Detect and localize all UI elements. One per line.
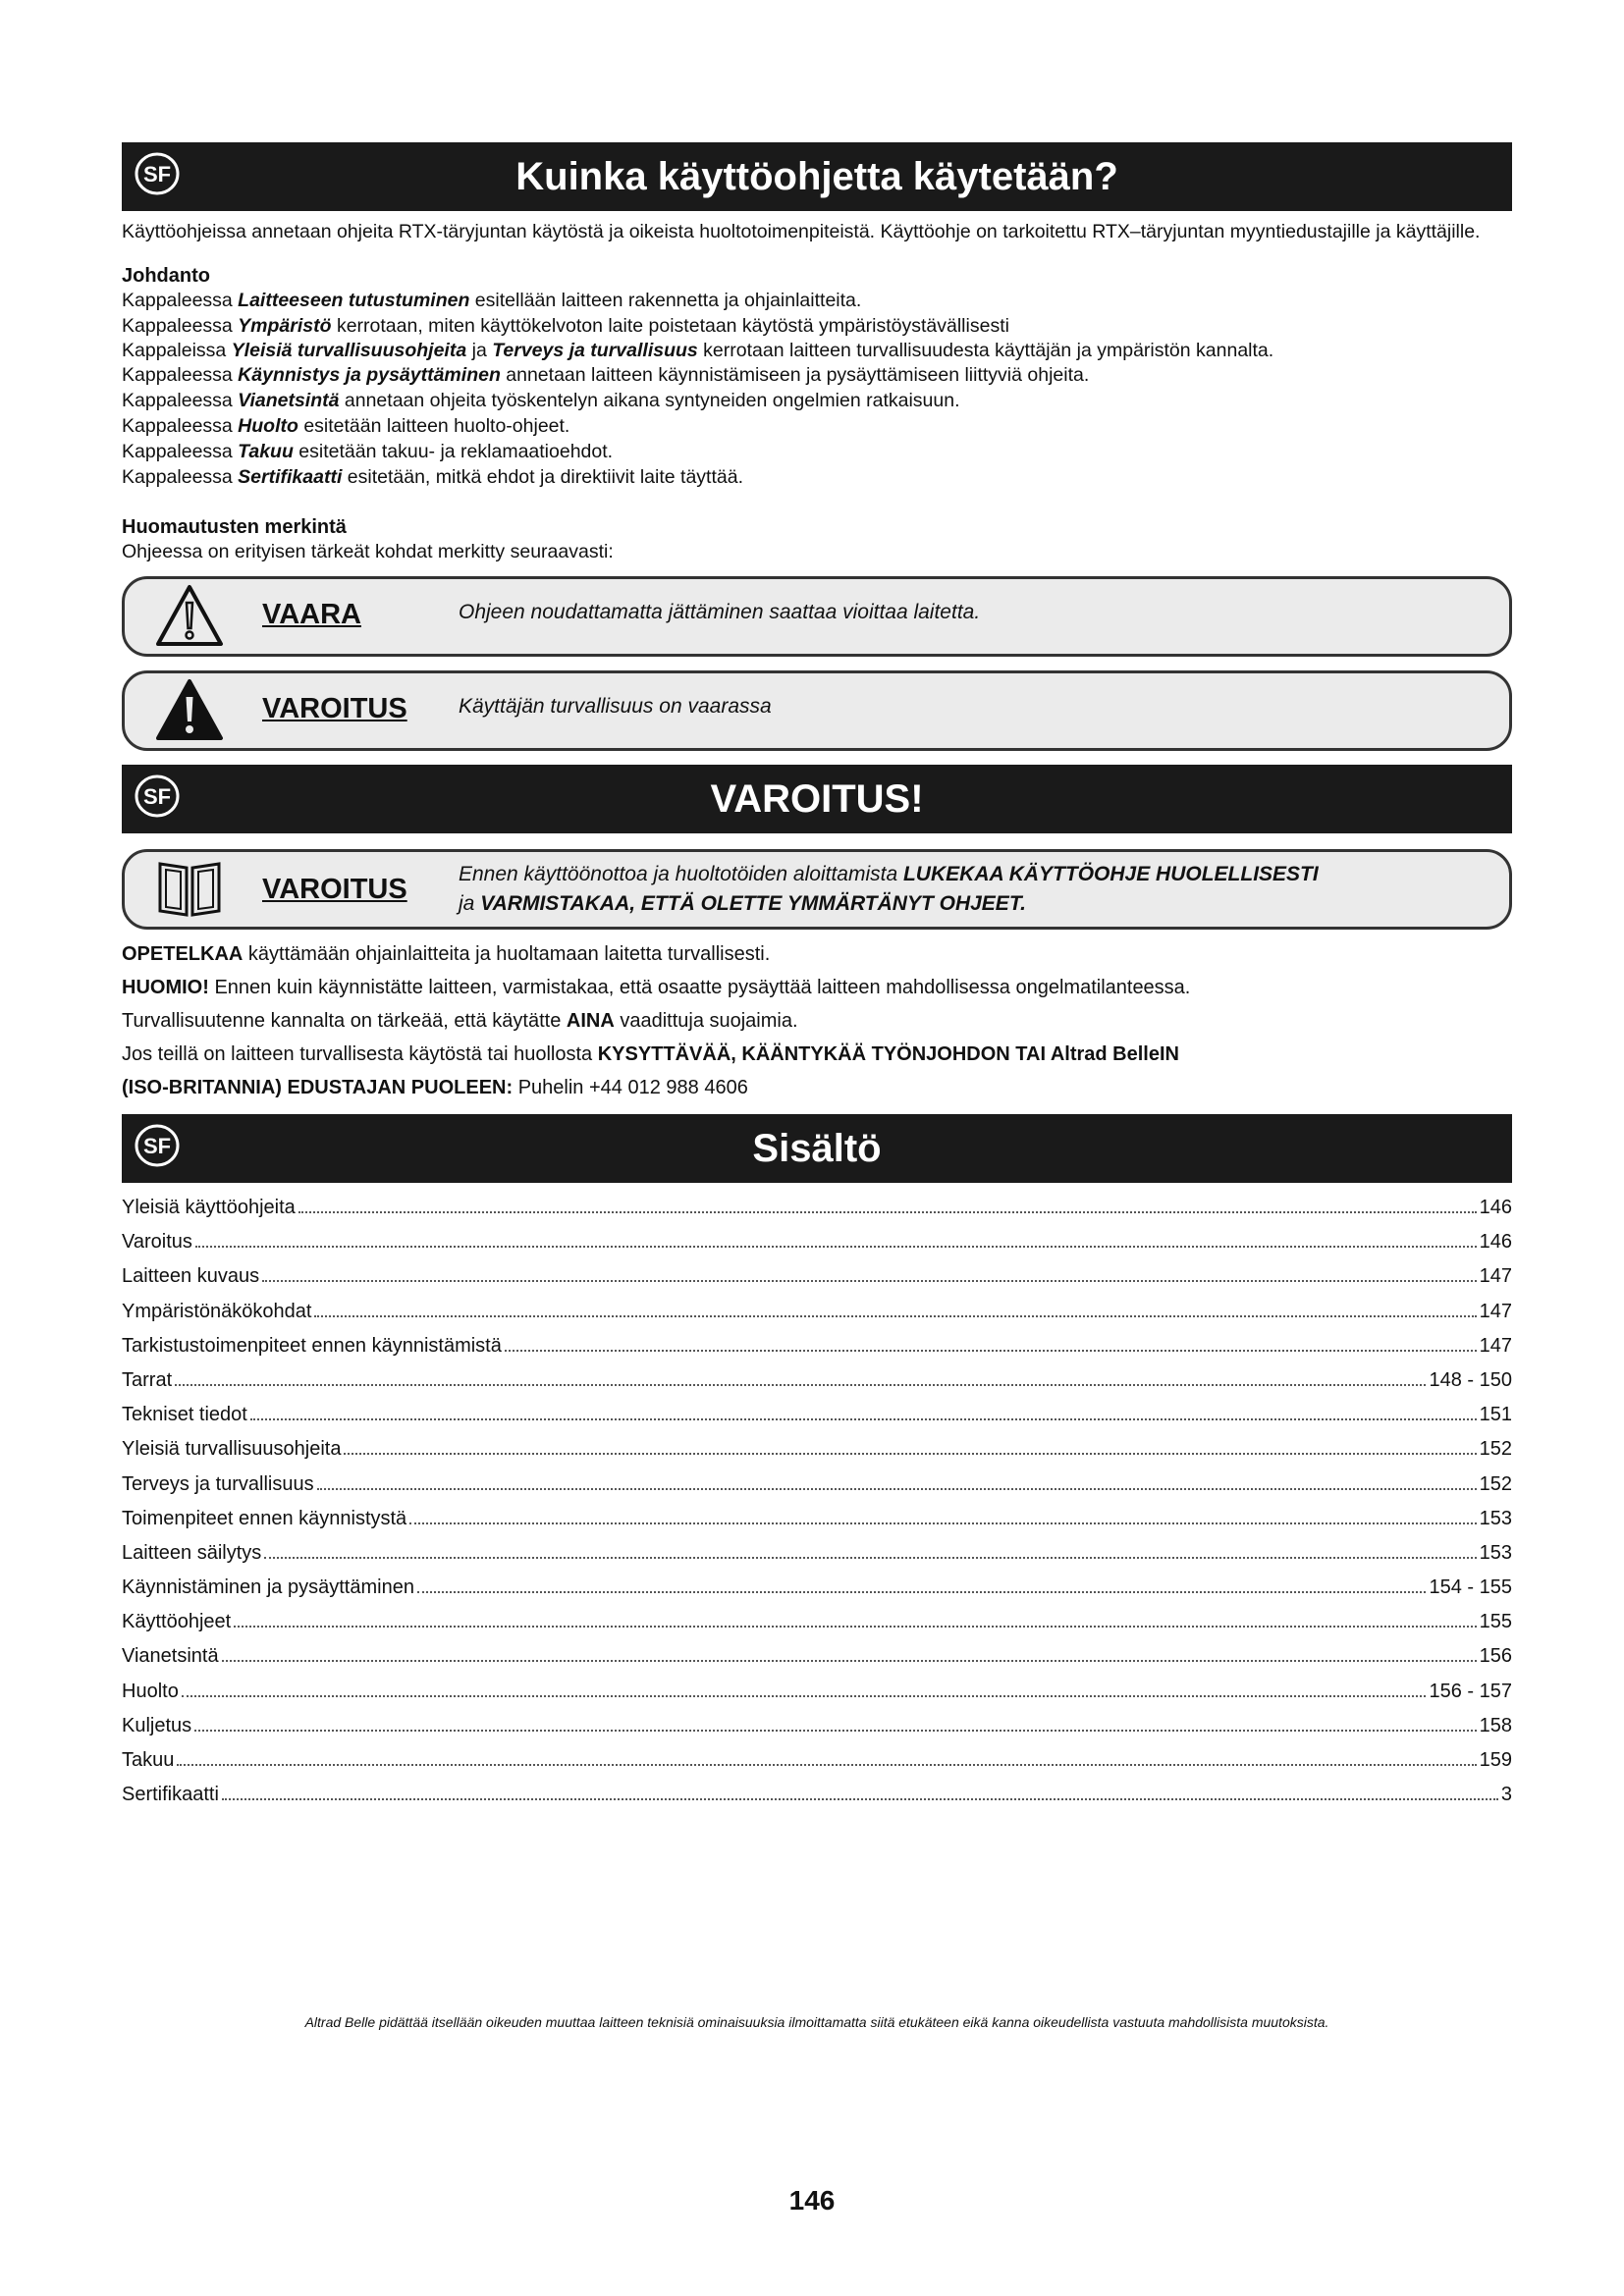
varoitus-text: Käyttäjän turvallisuus on vaarassa	[459, 695, 772, 718]
toc-entry	[122, 1295, 1512, 1329]
vaara-label: VAARA	[262, 599, 361, 630]
toc-page: 159	[1479, 1749, 1512, 1771]
johdanto-line: Kappaleessa Laitteeseen tutustuminen esitellään laitteen rakennetta ja ohjainlaitteita.	[122, 290, 862, 311]
toc-title: Toimenpiteet ennen käynnistystä	[122, 1507, 407, 1529]
toc-title: Ympäristönäkökohdat	[122, 1300, 312, 1322]
toc-page: 147	[1479, 1300, 1512, 1322]
toc-title: Yleisiä käyttöohjeita	[122, 1197, 296, 1218]
vaara-box	[122, 576, 1512, 657]
toc-title: Varoitus	[122, 1231, 192, 1254]
toc-entry	[122, 1468, 1512, 1502]
contents-banner	[122, 1114, 1512, 1183]
manual-warning-box	[122, 849, 1512, 930]
toc-page: 155	[1479, 1611, 1512, 1633]
toc-title: Käyttöohjeet	[122, 1611, 232, 1633]
vaara-text: Ohjeen noudattamatta jättäminen saattaa vioittaa laitetta.	[459, 601, 981, 623]
toc-leader	[262, 1280, 1477, 1282]
johdanto-list	[122, 288, 1512, 490]
toc-leader	[317, 1488, 1477, 1490]
varoitus-label: VAROITUS	[262, 693, 407, 724]
toc-title: Kuljetus	[122, 1714, 192, 1736]
toc-title: Terveys ja turvallisuus	[122, 1472, 314, 1495]
toc-entry	[122, 1329, 1512, 1363]
johdanto-line: Kappaleessa Ympäristö kerrotaan, miten käyttökelvoton laite poistetaan käytöstä ympäristöystävällisesti	[122, 315, 1009, 337]
johdanto-heading: Johdanto	[122, 265, 210, 287]
toc-leader	[250, 1418, 1477, 1420]
page-content	[122, 142, 1512, 1812]
toc-leader	[195, 1246, 1477, 1248]
toc-title: Käynnistäminen ja pysäyttäminen	[122, 1576, 414, 1599]
toc-page: 154 - 155	[1429, 1576, 1512, 1599]
toc-title: Yleisiä turvallisuusohjeita	[122, 1438, 342, 1461]
footnote: Altrad Belle pidättää itsellään oikeuden muuttaa laitteen teknisiä ominaisuuksia ilmoittamatta siitä etukäteen eikä kanna oikeudellista vastuuta mahdollisista muutoksista.	[304, 2014, 1329, 2030]
toc-title: Tekniset tiedot	[122, 1404, 247, 1426]
table-of-contents	[122, 1191, 1512, 1812]
toc-title: Laitteen säilytys	[122, 1541, 262, 1564]
manual-warning-text: Ennen käyttöönottoa ja huoltotöiden aloittamista LUKEKAA KÄYTTÖOHJE HUOLELLISESTI ja VARMISTAKAA, ETTÄ OLETTE YMMÄRTÄNYT OHJEET.	[459, 863, 1319, 915]
toc-leader	[177, 1764, 1476, 1766]
page-title: Kuinka käyttöohjetta käytetään?	[515, 155, 1118, 198]
toc-page: 156	[1479, 1645, 1512, 1668]
toc-title: Tarkistustoimenpiteet ennen käynnistämistä	[122, 1334, 502, 1357]
toc-page: 151	[1479, 1404, 1512, 1426]
contents-title: Sisältö	[752, 1127, 882, 1170]
toc-entry	[122, 1743, 1512, 1778]
toc-entry	[122, 1259, 1512, 1294]
toc-page: 158	[1479, 1714, 1512, 1736]
warning-banner-title: VAROITUS!	[710, 777, 924, 821]
notation-heading: Huomautusten merkintä	[122, 516, 347, 538]
toc-entry	[122, 1502, 1512, 1536]
toc-page: 153	[1479, 1507, 1512, 1529]
toc-entry	[122, 1639, 1512, 1674]
toc-entry	[122, 1432, 1512, 1467]
svg-text:SF: SF	[142, 162, 172, 187]
toc-title: Huolto	[122, 1680, 179, 1702]
johdanto-line: Kappaleessa Takuu esitetään takuu- ja reklamaatioehdot.	[122, 441, 614, 462]
toc-entry	[122, 1709, 1512, 1743]
safety-text	[122, 937, 1512, 1104]
sf-badge-icon	[134, 1122, 181, 1169]
toc-entry	[122, 1225, 1512, 1259]
johdanto-line: Kappaleissa Yleisiä turvallisuusohjeita ja Terveys ja turvallisuus kerrotaan laitteen turvallisuudesta käyttäjän ja ympäristön kannalta.	[122, 340, 1274, 361]
safety-line: Jos teillä on laitteen turvallisesta käytöstä tai huollosta KYSYTTÄVÄÄ, KÄÄNTYKÄÄ TYÖNJOHDON TAI Altrad BelleIN	[122, 1043, 1179, 1065]
toc-entry	[122, 1363, 1512, 1398]
sf-badge-icon	[134, 773, 181, 820]
toc-title: Vianetsintä	[122, 1645, 219, 1668]
toc-page: 147	[1479, 1265, 1512, 1288]
toc-leader	[234, 1626, 1476, 1628]
toc-entry	[122, 1571, 1512, 1605]
toc-title: Laitteen kuvaus	[122, 1265, 260, 1288]
toc-title: Tarrat	[122, 1368, 173, 1391]
safety-line: Turvallisuutenne kannalta on tärkeää, että käytätte AINA vaadittuja suojaimia.	[122, 1010, 798, 1032]
toc-leader	[314, 1315, 1476, 1317]
toc-leader	[264, 1557, 1476, 1559]
manual-book-icon	[154, 856, 225, 921]
toc-page: 146	[1479, 1231, 1512, 1254]
warning-filled-icon	[154, 677, 225, 742]
toc-page: 152	[1479, 1472, 1512, 1495]
toc-entry	[122, 1398, 1512, 1432]
toc-entry	[122, 1675, 1512, 1709]
svg-text:SF: SF	[142, 784, 172, 809]
toc-page: 147	[1479, 1334, 1512, 1357]
toc-entry	[122, 1191, 1512, 1225]
toc-leader	[344, 1453, 1476, 1455]
toc-page: 148 - 150	[1429, 1368, 1512, 1391]
johdanto-line: Kappaleessa Käynnistys ja pysäyttäminen annetaan laitteen käynnistämiseen ja pysäyttämiseen liittyviä ohjeita.	[122, 364, 1090, 386]
toc-leader	[298, 1211, 1477, 1213]
manual-warning-label: VAROITUS	[262, 874, 407, 905]
toc-leader	[194, 1730, 1476, 1732]
toc-leader	[409, 1522, 1476, 1524]
toc-leader	[222, 1798, 1498, 1800]
johdanto-line: Kappaleessa Huolto esitetään laitteen huolto-ohjeet.	[122, 415, 570, 437]
toc-entry	[122, 1605, 1512, 1639]
toc-leader	[222, 1660, 1477, 1662]
toc-page: 153	[1479, 1541, 1512, 1564]
toc-entry	[122, 1536, 1512, 1571]
johdanto-line: Kappaleessa Vianetsintä annetaan ohjeita työskentelyn aikana syntyneiden ongelmien ratkaisuun.	[122, 390, 960, 411]
toc-title: Takuu	[122, 1749, 175, 1771]
toc-leader	[175, 1384, 1426, 1386]
varoitus-box	[122, 670, 1512, 751]
safety-line: (ISO-BRITANNIA) EDUSTAJAN PUOLEEN: Puhelin +44 012 988 4606	[122, 1077, 748, 1098]
toc-leader	[417, 1591, 1427, 1593]
sf-badge-icon	[134, 150, 181, 197]
page-number: 146	[788, 2185, 836, 2216]
notation-text: Ohjeessa on erityisen tärkeät kohdat merkitty seuraavasti:	[122, 541, 614, 562]
toc-entry	[122, 1778, 1512, 1812]
johdanto-line: Kappaleessa Sertifikaatti esitetään, mitkä ehdot ja direktiivit laite täyttää.	[122, 466, 743, 488]
warning-banner	[122, 765, 1512, 833]
toc-page: 146	[1479, 1197, 1512, 1218]
toc-leader	[182, 1695, 1427, 1697]
toc-page: 156 - 157	[1429, 1680, 1512, 1702]
safety-line: HUOMIO! Ennen kuin käynnistätte laitteen, varmistakaa, että osaatte pysäyttää laitteen mahdollisessa ongelmatilanteessa.	[122, 977, 1191, 998]
safety-line: OPETELKAA käyttämään ohjainlaitteita ja huoltamaan laitetta turvallisesti.	[122, 943, 771, 965]
warning-outline-icon	[154, 583, 225, 648]
header-banner	[122, 142, 1512, 211]
svg-text:SF: SF	[142, 1134, 172, 1158]
toc-page: 152	[1479, 1438, 1512, 1461]
toc-page: 3	[1500, 1784, 1512, 1806]
toc-title: Sertifikaatti	[122, 1784, 219, 1806]
intro-text: Käyttöohjeissa annetaan ohjeita RTX-täryjuntan käytöstä ja oikeista huoltotoimenpiteistä. Käyttöohje on tarkoitettu RTX–täryjuntan myyntiedustajille ja käyttäjille.	[122, 221, 1481, 242]
toc-leader	[505, 1350, 1477, 1352]
